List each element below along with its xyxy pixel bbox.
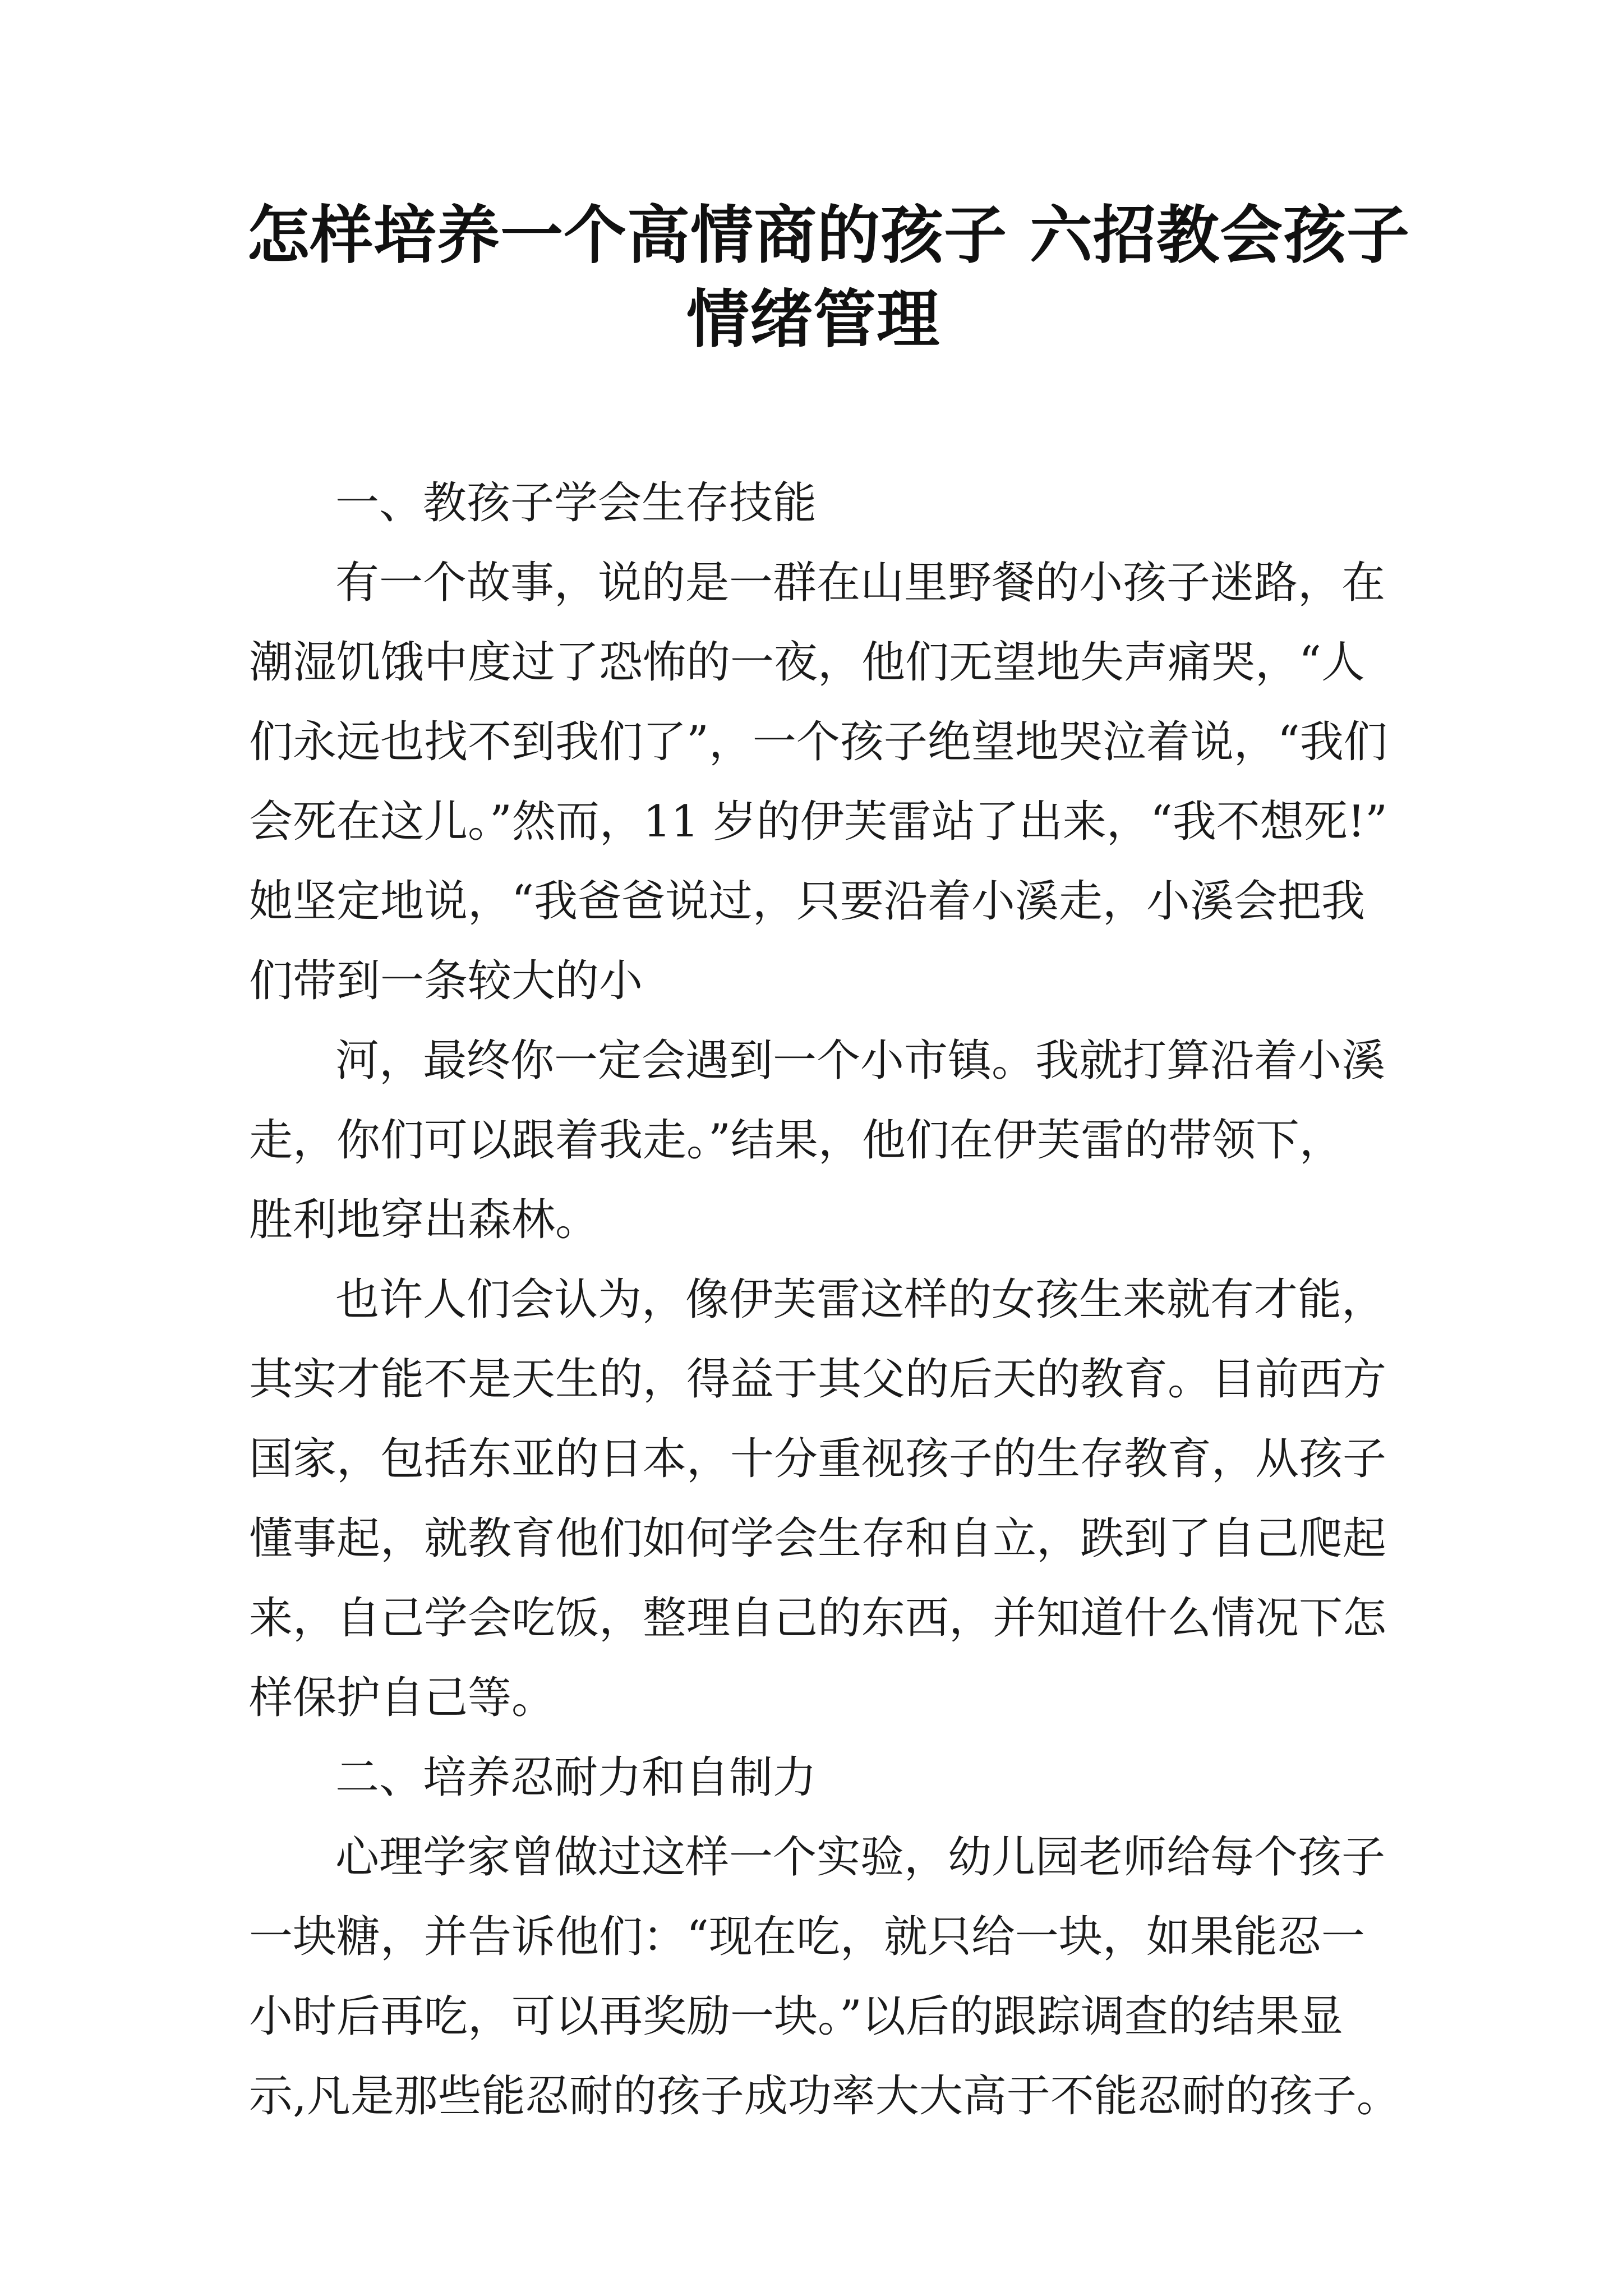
- body-line: 小时后再吃，可以再奖励一块。”以后的跟踪调查的结果显: [249, 1991, 1343, 2042]
- body-line: 们带到一条较大的小: [249, 956, 643, 1006]
- document-title: [247, 194, 1410, 362]
- body-line: 懂事起，就教育他们如何学会生存和自立，跌到了自己爬起: [249, 1513, 1387, 1564]
- section-heading-2: 二、培养忍耐力和自制力: [335, 1752, 817, 1803]
- body-line: 也许人们会认为，像伊芙雷这样的女孩生来就有才能，: [335, 1274, 1386, 1325]
- title-line-1: 怎样培养一个高情商的孩子 六招教会孩子: [247, 199, 1410, 272]
- section-heading-1: 一、教孩子学会生存技能: [335, 478, 817, 528]
- body-line: 会死在这儿。”然而，11 岁的伊芙雷站了出来，“我不想死!”: [249, 797, 1388, 847]
- body-line: 走，你们可以跟着我走。”结果，他们在伊芙雷的带领下，: [249, 1115, 1343, 1166]
- body-line: 国家，包括东亚的日本，十分重视孩子的生存教育，从孩子: [249, 1434, 1387, 1484]
- body-line: 她坚定地说，“我爸爸说过，只要沿着小溪走，小溪会把我: [249, 876, 1365, 927]
- body-line: 样保护自己等。: [249, 1673, 556, 1723]
- body-line: 们永远也找不到我们了”，一个孩子绝望地哭泣着说，“我们: [249, 717, 1387, 767]
- body-line: 示,凡是那些能忍耐的孩子成功率大大高于不能忍耐的孩子。: [249, 2071, 1400, 2122]
- body-line: 潮湿饥饿中度过了恐怖的一夜，他们无望地失声痛哭，“人: [249, 637, 1365, 688]
- body-line: 河，最终你一定会遇到一个小市镇。我就打算沿着小溪: [335, 1036, 1386, 1086]
- body-line: 有一个故事，说的是一群在山里野餐的小孩子迷路，在: [335, 558, 1386, 608]
- document-body: [249, 463, 1400, 2136]
- body-line: 来，自己学会吃饭，整理自己的东西，并知道什么情况下怎: [249, 1593, 1387, 1644]
- title-line-2: 情绪管理: [686, 283, 940, 356]
- body-line: 一块糖，并告诉他们：“现在吃，就只给一块，如果能忍一: [249, 1912, 1365, 1962]
- body-line: 胜利地穿出森林。: [249, 1195, 600, 1245]
- body-line: 心理学家曾做过这样一个实验，幼儿园老师给每个孩子: [335, 1832, 1386, 1883]
- body-line: 其实才能不是天生的，得益于其父的后天的教育。目前西方: [249, 1354, 1387, 1405]
